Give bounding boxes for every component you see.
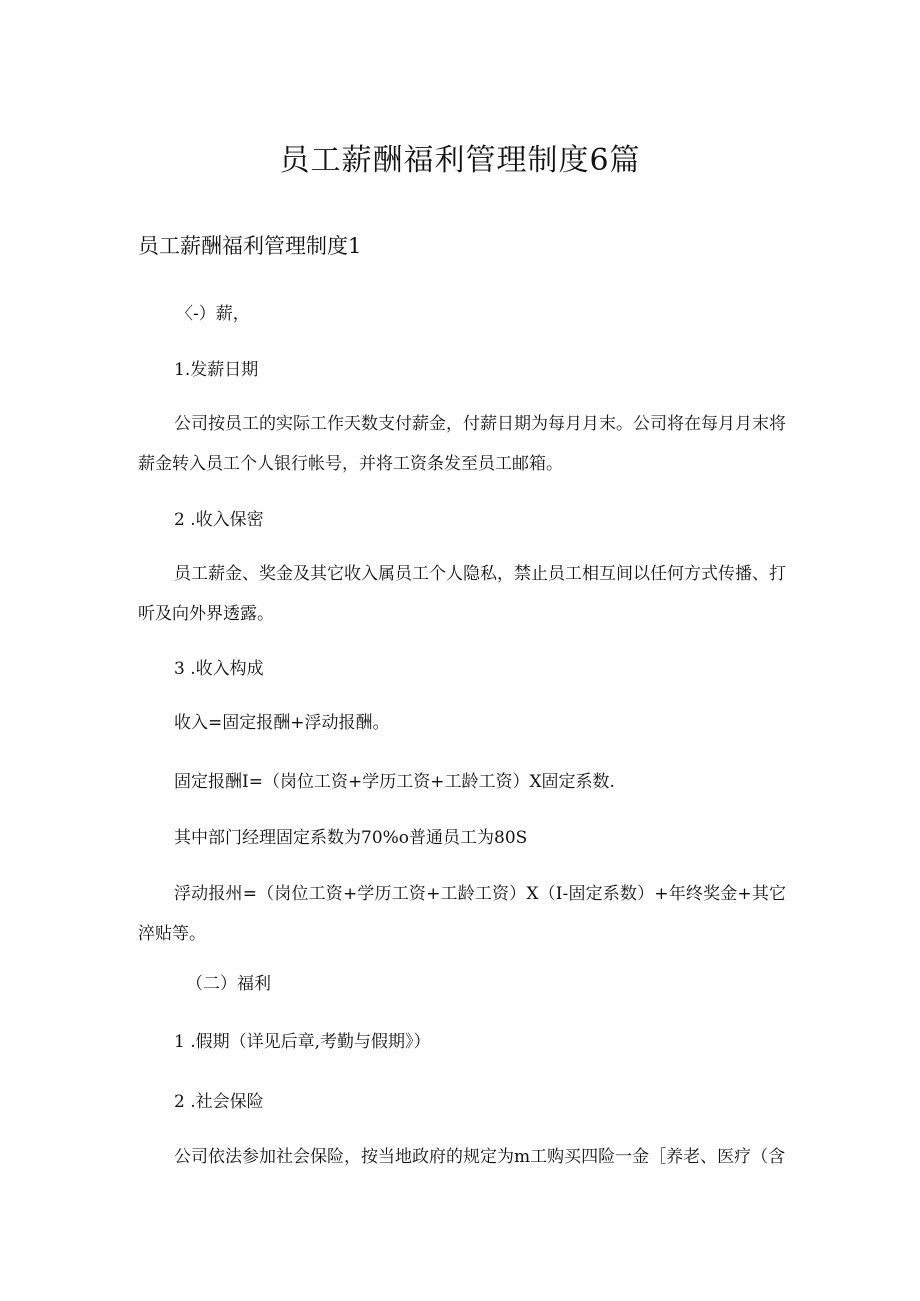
subsection-heading-salary: 〈-）薪，	[176, 304, 250, 324]
item-heading-confidentiality: 2 .收入保密	[174, 510, 264, 530]
fixed-coefficient-note: 其中部门经理固定系数为70%o普通员工为80S	[174, 828, 528, 848]
section-heading: 员工薪酬福利管理制度1	[138, 234, 362, 258]
item-heading-social-insurance: 2 .社会保险	[174, 1092, 264, 1112]
paragraph-confidentiality: 员工薪金、奖金及其它收入属员工个人隐私，禁止员工相互间以任何方式传播、打听及向外界透露。	[138, 564, 786, 624]
paragraph-social-insurance: 公司依法参加社会保险，按当地政府的规定为m工购买四险一金［养老、医疗（含	[174, 1147, 786, 1167]
formula-floating-pay: 浮动报州=（岗位工资+学历工资+工龄工资）X（I-固定系数）+年终奖金+其它淬贴等。	[138, 884, 786, 944]
item-heading-pay-date: 1.发薪日期	[174, 360, 259, 380]
formula-income: 收入=固定报酬+浮动报酬。	[174, 713, 390, 733]
document-title: 员工薪酬福利管理制度6篇	[279, 143, 641, 178]
item-heading-income-structure: 3 .收入构成	[174, 659, 264, 679]
formula-fixed-pay: 固定报酬I=（岗位工资+学历工资+工龄工资）X固定系数.	[174, 772, 615, 792]
subsection-heading-welfare: （二）福利	[186, 974, 271, 994]
item-heading-holidays: 1 .假期（详见后章,考勤与假期》）	[174, 1032, 431, 1052]
paragraph-pay-date: 公司按员工的实际工作天数支付薪金，付薪日期为每月月末。公司将在每月月末将薪金转入员工个人银行帐号，并将工资条发至员工邮箱。	[138, 414, 786, 474]
